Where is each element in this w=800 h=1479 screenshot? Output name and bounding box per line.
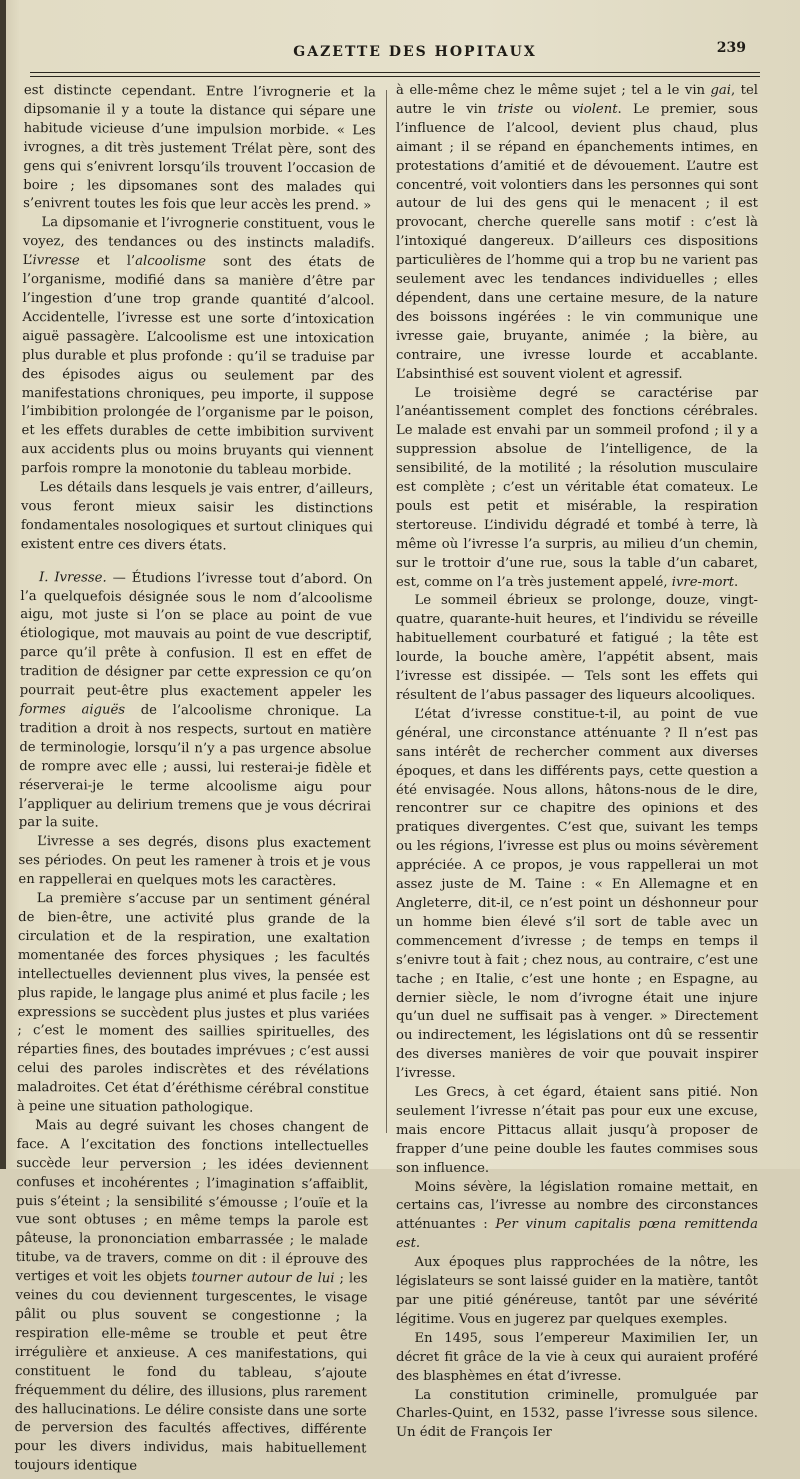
text-run: — Étudions l’ivresse tout d’abord. On l’a quelquefois désignée sous le nom d’alcoolisme aigu, mot juste si l’on se place au point de vue étiologique, mot mauvais au point de vue descriptif, parce qu’il prête à confusion. Il est en effet de tradition de désigner par cette expression ce qu’on pourrait peut-être plus exactement appeler les <box>19 570 373 701</box>
italic-term: ivre-mort <box>671 574 735 590</box>
paragraph <box>14 1117 368 1479</box>
text-run: Le troisième degré se caractérise par l’anéantissement complet des fonctions cérébrales. Le malade est envahi par un sommeil profond ; il y a suppression absolue de l’intelligence, de la sensibilité, de la motilité ; la résolution musculaire est complète ; c’est un véritable état comateux. Le pouls est petit et misérable, la respiration stertoreuse. L’individu dégradé et tombé à terre, là même où l’ivresse l’a surpris, au milieu d’un chemin, sur le trottoir d’une rue, sous la table d’un cabaret, est, comme on l’a très justement appelé, <box>396 385 758 590</box>
italic-term: ivresse <box>32 253 80 269</box>
column-divider <box>386 90 387 1133</box>
text-run: ; les veines du cou deviennent turgescentes, le visage pâlit ou plus souvent se congestionne ; la respiration elle-même se trouble et peut être irrégulière et anxieuse. A ces manifestations, qui constituent le fond du tableau, s’ajoute fréquemment du délire, des illusions, plus rarement des hallucinations. Le délire consiste dans une sorte de perversion des facultés affectives, différente pour les divers individus, mais habituellement toujours identique <box>14 1271 368 1475</box>
latin-quote: Per vinum capitalis pœna remittenda est. <box>396 1217 758 1252</box>
binding-edge <box>0 0 6 1169</box>
text-run: Moins sévère, la législation romaine mettait, en certains cas, l’ivresse au nombre des circonstances atténuantes : <box>396 1179 758 1233</box>
text-run: et l’ <box>79 253 136 269</box>
text-run: Mais au degré suivant les choses changent de face. A l’excitation des fonctions intellectuelles succède leur perversion ; les idées deviennent confuses et incohérentes ; l’imagination s’affaiblit, puis s’éteint ; la sensibilité s’émousse ; l’ouïe et la vue sont obtuses ; en même temps la parole est pâteuse, la prononciation embarrassée ; le malade titube, va de travers, comme on dit : il éprouve des vertiges et voit les objets <box>15 1118 369 1286</box>
page-number: 239 <box>716 40 746 56</box>
text-run: . Le premier, sous l’influence de l’alcool, devient plus chaud, plus aimant ; il se répand en épanchements intimes, en protestations d’amitié et de dévouement. L’autre est concentré, voit volontiers dans les personnes qui sont autour de lui des gens qui le menacent ; il est provocant, cherche querelle sans motif : c’est là l’intoxiqué dangereux. D’ailleurs ces dispositions particulières de l’homme qui a trop bu ne varient pas seulement avec les tendances individuelles ; elles dépendent, dans une certaine mesure, de la nature des boissons ingérées : le vin communique une ivresse gaie, bruyante, animée ; la bière, au contraire, une ivresse lourde et accablante. L’absinthisé est souvent violent et agressif. <box>396 101 758 382</box>
left-column <box>14 82 376 1479</box>
italic-term: alcoolisme <box>135 253 207 270</box>
paragraph <box>396 1179 758 1255</box>
italic-term: violent <box>572 101 618 117</box>
text-run: . <box>734 574 739 590</box>
paragraph: Aux époques plus rapprochées de la nôtre, les législateurs se sont laissé guider en la matière, tantôt par une pitié généreuse, tantôt par une sévérité légitime. Vous en jugerez par quelques exemples. <box>396 1255 758 1327</box>
paragraph: est distincte cependant. Entre l’ivrognerie et la dipsomanie il y a toute la distance qui sépare une habitude vicieuse d’une impulsion morbide. « Les ivrognes, a dit très justement Trélat père, sont des gens qui s’enivrent lorsqu’ils trouvent l’occasion de boire ; les dipsomanes sont des malades qui s’enivrent toutes les fois que leur accès les prend. » <box>23 82 376 214</box>
paragraph: Les détails dans lesquels je vais entrer, d’ailleurs, vous feront mieux saisir les distinctions fondamentales nosologiques et surtout cliniques qui existent entre ces divers états. <box>20 480 374 554</box>
italic-term: triste <box>497 101 534 117</box>
italic-term: gai <box>710 83 732 98</box>
paragraph: En 1495, sous l’empereur Maximilien Ier, un décret fit grâce de la vie à ceux qui auraient proféré des blasphèmes en état d’ivresse. <box>396 1330 758 1384</box>
right-column <box>396 82 758 1443</box>
italic-term: tourner autour de lui <box>191 1270 335 1287</box>
section-heading: I. Ivresse. <box>38 569 107 586</box>
paragraph <box>21 214 375 481</box>
italic-term: formes aiguës <box>19 701 126 718</box>
text-run: sont des états de l’organisme, modifié dans sa manière d’être par l’ingestion d’une trop grande quantité d’alcool. Accidentelle, l’ivresse est une sorte d’intoxication aiguë passagère. L’alcoolisme est une intoxication plus durable et plus profonde : qu’il se traduise par des épisodes aigus ou seulement par des manifestations chroniques, peu importe, il suppose l’imbibition prolongée de l’organisme par le poison, et les effets durables de cette imbibition survivent aux accidents plus ou moins bruyants qui viennent parfois rompre la monotonie du tableau morbide. <box>21 254 375 479</box>
paragraph <box>396 82 758 385</box>
text-run: , tel autre le vin <box>396 83 758 117</box>
header-rule-thin <box>30 76 760 77</box>
paragraph: La première s’accuse par un sentiment général de bien-être, une activité plus grande de la circulation et de la respiration, une exaltation momentanée des forces physiques ; les facultés intellectuelles deviennent plus vives, la pensée est plus rapide, le langage plus animé et plus facile ; les expressions se succèdent plus justes et plus variées ; c’est le moment des saillies spirituelles, des réparties fines, des boutades imprévues ; c’est aussi celui des paroles indiscrètes et des révélations maladroites. Cet état d’éréthisme cérébral constitue à peine une situation pathologique. <box>16 891 371 1116</box>
text-run: La dipsomanie et l’ivrognerie constituent, vous le voyez, des tendances ou des instincts maladifs. L’ <box>22 215 376 269</box>
paragraph: Les Grecs, à cet égard, étaient sans pitié. Non seulement l’ivresse n’était pas pour eux une excuse, mais encore Pittacus allait jusqu’à proposer de frapper d’une peine double les fautes commises sous son influence. <box>396 1085 758 1176</box>
text-run: ou <box>533 101 573 117</box>
paragraph: L’ivresse a ses degrés, disons plus exactement ses périodes. On peut les ramener à trois et je vous en rappellerai en quelques mots les caractères. <box>18 834 371 890</box>
text-run: de l’alcoolisme chronique. La tradition a droit à nos respects, surtout en matière de terminologie, lorsqu’il n’y a pas urgence absolue de rompre avec elle ; aussi, lui resterai-je fidèle et réserverai-je le terme alcoolisme aigu pour l’appliquer au delirium tremens que je vous décrirai par la suite. <box>18 702 372 831</box>
paragraph: Le sommeil ébrieux se prolonge, douze, vingt-quatre, quarante-huit heures, et l’individu se réveille habituellement courbaturé et fatigué ; la tête est lourde, la bouche amère, l’appétit absent, mais l’ivresse est dissipée. — Tels sont les effets qui résultent de l’abus passager des liqueurs alcooliques. <box>396 593 758 703</box>
paragraph <box>396 385 758 593</box>
text-run: à elle-même chez le même sujet ; tel a le vin <box>396 83 711 98</box>
header-rule-thick <box>30 72 760 73</box>
paragraph: L’état d’ivresse constitue-t-il, au point de vue général, une circonstance atténuante ? Il n’est pas sans intérêt de rechercher comment aux diverses époques, et dans les différents pays, cette question a été envisagée. Nous allons, hâtons-nous de le dire, rencontrer sur ce chapitre des opinions et des pratiques divergentes. C’est que, suivant les temps ou les régions, l’ivresse est plus ou moins sévèrement appréciée. A ce propos, je vous rappellerai un mot assez juste de M. Taine : « En Allemagne et en Angleterre, dit-il, ce n’est point un déshonneur pour un homme bien élevé s’il sort de table avec un commencement d’ivresse ; de temps en temps il s’enivre tout à fait ; chez nous, au contraire, c’est une tache ; en Italie, c’est une honte ; en Espagne, au dernier siècle, le nom d’ivrogne était une injure qu’un duel ne suffisait pas à venger. » Directement ou indirectement, les législations ont dû se ressentir des diverses manières de voir que pouvait inspirer l’ivresse. <box>396 706 758 1082</box>
paragraph: La constitution criminelle, promulguée par Charles-Quint, en 1532, passe l’ivresse sous silence. Un édit de François Ier <box>396 1387 758 1441</box>
section-paragraph <box>19 569 373 836</box>
page-header <box>30 40 800 66</box>
running-title: GAZETTE DES HOPITAUX <box>293 44 537 60</box>
